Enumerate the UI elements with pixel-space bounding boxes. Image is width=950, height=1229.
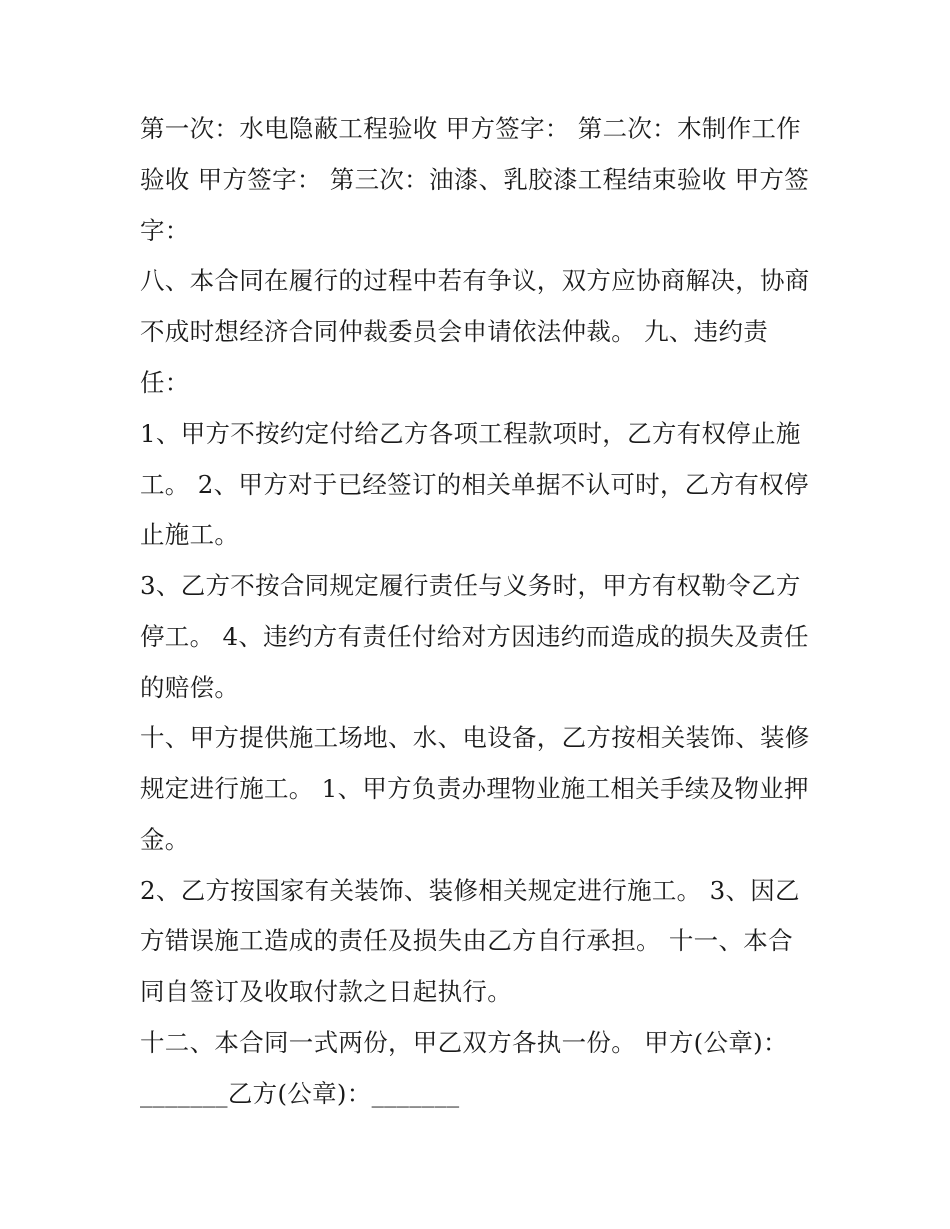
- text-line-18: 同自签订及收取付款之日起执行。: [140, 977, 512, 1006]
- text-line-06: 任：: [140, 368, 190, 397]
- text-line-15: 金。: [140, 825, 190, 854]
- text-line-01: 第一次：水电隐蔽工程验收 甲方签字： 第二次：木制作工作: [140, 114, 801, 143]
- text-line-11: 停工。 4、违约方有责任付给对方因违约而造成的损失及责任: [140, 622, 809, 651]
- text-line-16: 2、乙方按国家有关装饰、装修相关规定进行施工。 3、因乙: [140, 876, 800, 905]
- text-line-04: 八、本合同在履行的过程中若有争议，双方应协商解决，协商: [140, 266, 810, 295]
- signature-line: _______乙方(公章)：_______: [140, 1079, 460, 1108]
- text-line-09: 止施工。: [140, 520, 240, 549]
- text-line-03: 字：: [140, 216, 190, 245]
- text-line-17: 方错误施工造成的责任及损失由乙方自行承担。 十一、本合: [140, 926, 793, 955]
- text-line-10: 3、乙方不按合同规定履行责任与义务时，甲方有权勒令乙方: [140, 571, 801, 600]
- text-line-07: 1、甲方不按约定付给乙方各项工程款项时，乙方有权停止施: [140, 419, 801, 448]
- text-line-08: 工。 2、甲方对于已经签订的相关单据不认可时，乙方有权停: [140, 470, 809, 499]
- text-line-14: 规定进行施工。 1、甲方负责办理物业施工相关手续及物业押: [140, 774, 809, 803]
- text-line-05: 不成时想经济合同仲裁委员会申请依法仲裁。 九、违约责: [140, 317, 769, 346]
- text-line-13: 十、甲方提供施工场地、水、电设备，乙方按相关装饰、装修: [140, 723, 810, 752]
- text-line-02: 验收 甲方签字： 第三次：油漆、乳胶漆工程结束验收 甲方签: [140, 165, 810, 194]
- text-line-19: 十二、本合同一式两份，甲乙双方各执一份。 甲方(公章)：: [140, 1028, 788, 1057]
- text-line-12: 的赔偿。: [140, 673, 240, 702]
